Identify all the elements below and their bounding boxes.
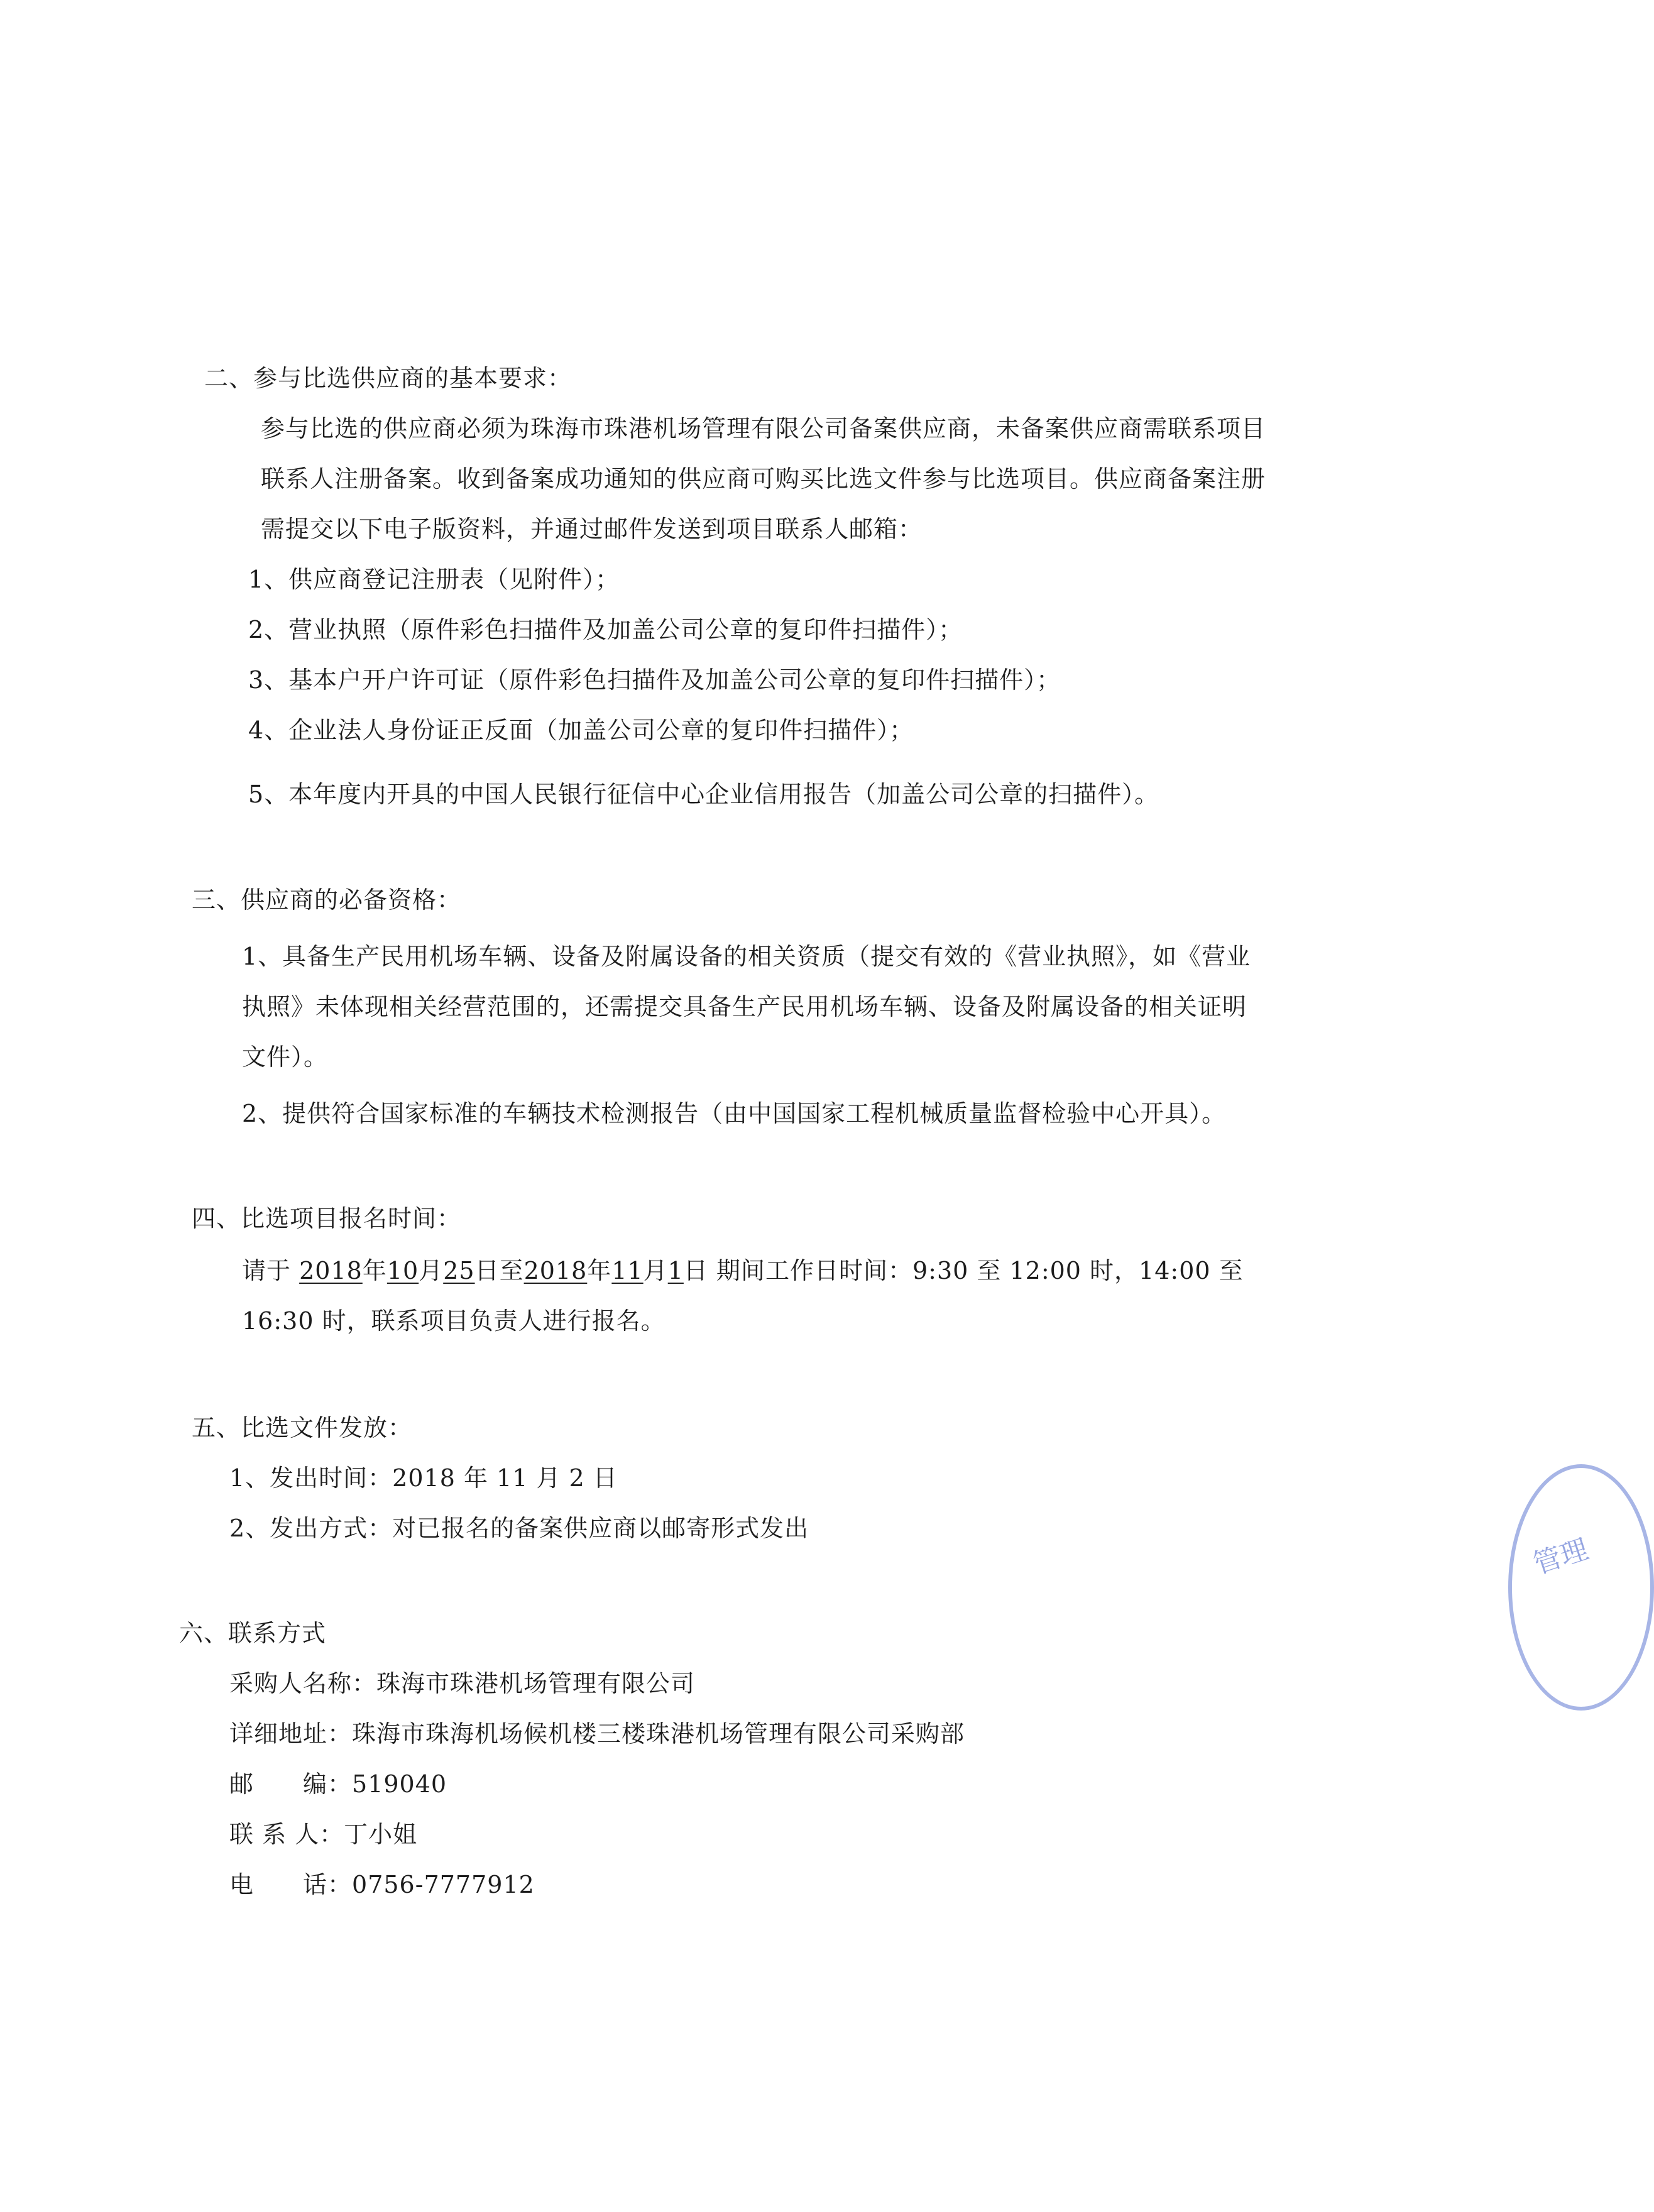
section3-item2: 2、提供符合国家标准的车辆技术检测报告（由中国国家工程机械质量监督检验中心开具）。 (242, 1100, 1227, 1127)
registration-hours: 日 期间工作日时间：9:30 至 12:00 时，14:00 至 (683, 1257, 1244, 1284)
start-month: 10 (386, 1257, 419, 1284)
section2-item-3: 3、基本户开户许可证（原件彩色扫描件及加盖公司公章的复印件扫描件）； (248, 666, 1061, 694)
section2-item-1: 1、供应商登记注册表（见附件）； (248, 566, 620, 593)
postcode-row (229, 1769, 447, 1799)
end-month-char: 月 (643, 1257, 668, 1284)
section3-item1-line1: 1、具备生产民用机场车辆、设备及附属设备的相关资质（提交有效的《营业执照》，如《营业 (242, 943, 1251, 970)
postcode-value: 519040 (352, 1770, 447, 1798)
purchaser-name: 采购人名称：珠海市珠港机场管理有限公司 (229, 1670, 696, 1697)
section2-item-4: 4、企业法人身份证正反面（加盖公司公章的复印件扫描件）； (248, 716, 914, 744)
section2-intro-line3: 需提交以下电子版资料，并通过邮件发送到项目联系人邮箱： (261, 515, 923, 543)
end-year: 2018 (523, 1257, 588, 1284)
phone-value: 0756-7777912 (352, 1871, 535, 1898)
start-year-char: 年 (362, 1257, 387, 1284)
contact-value: 丁小姐 (344, 1821, 418, 1848)
section2-item-5: 5、本年度内开具的中国人民银行征信中心企业信用报告（加盖公司公章的扫描件）。 (248, 780, 1159, 808)
contact-row (229, 1819, 417, 1849)
end-day: 1 (667, 1257, 684, 1284)
section3-item1-line2: 执照》未体现相关经营范围的，还需提交具备生产民用机场车辆、设备及附属设备的相关证明 (242, 993, 1247, 1021)
registration-period-line1 (242, 1256, 1244, 1286)
start-day: 25 (443, 1257, 475, 1284)
phone-label: 电 话： (229, 1871, 353, 1898)
contact-label: 联 系 人： (229, 1821, 344, 1848)
seal-text: 管理 (1530, 1533, 1592, 1581)
postcode-label: 邮 编： (229, 1770, 353, 1798)
start-year: 2018 (299, 1257, 363, 1284)
section6-heading: 六、联系方式 (179, 1619, 327, 1647)
section2-intro-line1: 参与比选的供应商必须为珠海市珠港机场管理有限公司备案供应商，未备案供应商需联系项目 (261, 415, 1266, 442)
section4-heading: 四、比选项目报名时间： (192, 1205, 462, 1232)
date-range-to: 日至 (474, 1257, 524, 1284)
end-month: 11 (611, 1257, 644, 1284)
end-year-char: 年 (587, 1257, 612, 1284)
section5-item-2: 2、发出方式：对已报名的备案供应商以邮寄形式发出 (229, 1514, 809, 1542)
company-seal (1508, 1464, 1654, 1711)
section2-intro-line2: 联系人注册备案。收到备案成功通知的供应商可购买比选文件参与比选项目。供应商备案注册 (261, 465, 1266, 493)
section5-heading: 五、比选文件发放： (192, 1414, 413, 1442)
section5-item-1: 1、发出时间：2018 年 11 月 2 日 (229, 1464, 618, 1492)
registration-period-line2: 16:30 时，联系项目负责人进行报名。 (242, 1307, 665, 1335)
phone-row (229, 1870, 535, 1900)
start-month-char: 月 (419, 1257, 444, 1284)
detailed-address: 详细地址：珠海市珠海机场候机楼三楼珠港机场管理有限公司采购部 (229, 1720, 965, 1748)
section2-heading: 二、参与比选供应商的基本要求： (204, 364, 572, 392)
registration-prefix: 请于 (242, 1257, 292, 1284)
section2-item-2: 2、营业执照（原件彩色扫描件及加盖公司公章的复印件扫描件）； (248, 616, 963, 643)
section3-heading: 三、供应商的必备资格： (192, 886, 462, 914)
section3-item1-line3: 文件）。 (242, 1043, 329, 1071)
